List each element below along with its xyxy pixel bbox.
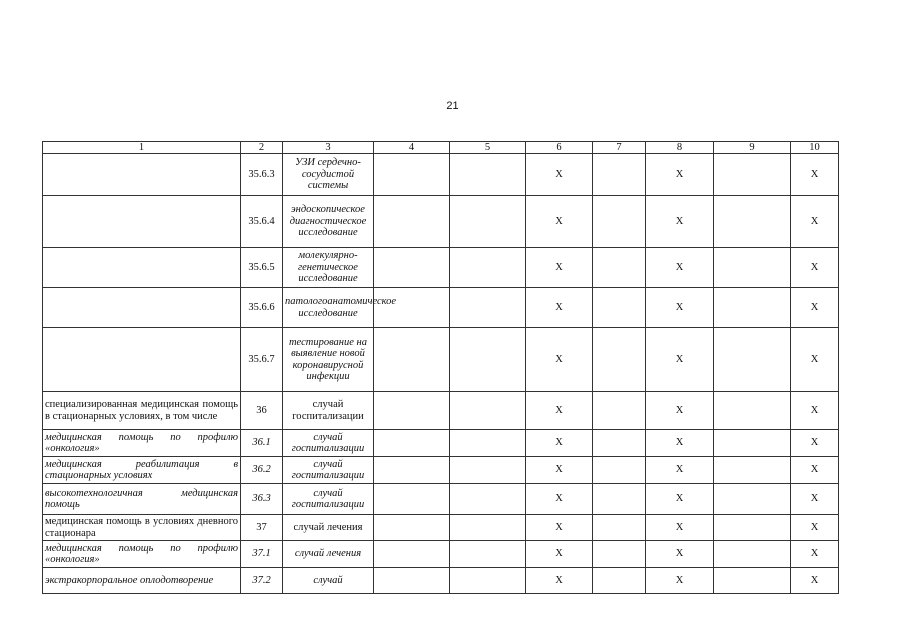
table-cell-col5 xyxy=(450,515,526,541)
header-cell: 2 xyxy=(241,142,283,154)
table-cell-col9 xyxy=(714,288,791,328)
table-row xyxy=(43,154,839,196)
page-number: 21 xyxy=(446,100,459,112)
table-cell-col7 xyxy=(593,196,646,248)
table-cell-col3: тестирование на выявление новой коронавирусной инфекции xyxy=(283,328,374,392)
table-cell-col8: X xyxy=(646,196,714,248)
table-cell-col5 xyxy=(450,248,526,288)
table-cell-col3: случай госпитализации xyxy=(283,484,374,515)
table-cell-col2: 37 xyxy=(241,515,283,541)
table-cell-col9 xyxy=(714,568,791,594)
table-cell-col3: патологоанатомическое исследование xyxy=(283,288,374,328)
table-cell-col1 xyxy=(43,154,241,196)
table-cell-col6: X xyxy=(526,392,593,430)
table-cell-col7 xyxy=(593,248,646,288)
table-cell-col6: X xyxy=(526,484,593,515)
table-cell-col7 xyxy=(593,568,646,594)
table-row xyxy=(43,568,839,594)
table-cell-col6: X xyxy=(526,457,593,484)
table-cell-col6: X xyxy=(526,430,593,457)
table-cell-col5 xyxy=(450,288,526,328)
table-cell-col8: X xyxy=(646,457,714,484)
table-cell-col8: X xyxy=(646,392,714,430)
table-row xyxy=(43,288,839,328)
table-cell-col8: X xyxy=(646,154,714,196)
table-cell-col1 xyxy=(43,248,241,288)
table-cell-col7 xyxy=(593,328,646,392)
table-cell-col3: молекулярно-генетическое исследование xyxy=(283,248,374,288)
table-cell-col1: медицинская реабилитация в стационарных условиях xyxy=(43,457,241,484)
table-cell-col2: 37.1 xyxy=(241,541,283,568)
table-cell-col2: 36 xyxy=(241,392,283,430)
table-cell-col10: X xyxy=(791,541,839,568)
table-row xyxy=(43,196,839,248)
data-table xyxy=(42,141,839,594)
table-cell-col5 xyxy=(450,430,526,457)
table-cell-col8: X xyxy=(646,484,714,515)
table-cell-col8: X xyxy=(646,515,714,541)
table-cell-col2: 36.2 xyxy=(241,457,283,484)
header-cell: 1 xyxy=(43,142,241,154)
table-cell-col2: 35.6.5 xyxy=(241,248,283,288)
table-cell-col3: случай xyxy=(283,568,374,594)
table-cell-col7 xyxy=(593,288,646,328)
table-cell-col4 xyxy=(374,484,450,515)
table-row xyxy=(43,328,839,392)
table-cell-col10: X xyxy=(791,328,839,392)
table-row xyxy=(43,541,839,568)
table-cell-col2: 36.3 xyxy=(241,484,283,515)
table-cell-col5 xyxy=(450,568,526,594)
table-row xyxy=(43,430,839,457)
table-cell-col5 xyxy=(450,484,526,515)
table-cell-col3: случай госпитализации xyxy=(283,392,374,430)
table-cell-col9 xyxy=(714,515,791,541)
table-cell-col8: X xyxy=(646,288,714,328)
table-cell-col7 xyxy=(593,154,646,196)
table-cell-col4 xyxy=(374,154,450,196)
table-cell-col6: X xyxy=(526,515,593,541)
table-row xyxy=(43,457,839,484)
table-cell-col2: 35.6.6 xyxy=(241,288,283,328)
table-cell-col6: X xyxy=(526,154,593,196)
table-cell-col4 xyxy=(374,541,450,568)
header-cell: 8 xyxy=(646,142,714,154)
header-cell: 6 xyxy=(526,142,593,154)
table-cell-col3: случай лечения xyxy=(283,515,374,541)
table-cell-col1: медицинская помощь по профилю «онкология» xyxy=(43,541,241,568)
table-cell-col10: X xyxy=(791,515,839,541)
table-row xyxy=(43,248,839,288)
table-cell-col1 xyxy=(43,328,241,392)
table-cell-col7 xyxy=(593,484,646,515)
table-cell-col6: X xyxy=(526,288,593,328)
table-cell-col2: 36.1 xyxy=(241,430,283,457)
table-cell-col5 xyxy=(450,541,526,568)
table-cell-col8: X xyxy=(646,541,714,568)
table-cell-col10: X xyxy=(791,288,839,328)
table-cell-col6: X xyxy=(526,196,593,248)
table-cell-col7 xyxy=(593,457,646,484)
table-cell-col6: X xyxy=(526,248,593,288)
table-cell-col3: случай госпитализации xyxy=(283,430,374,457)
table-cell-col1: медицинская помощь по профилю «онкология» xyxy=(43,430,241,457)
table-cell-col10: X xyxy=(791,430,839,457)
table-cell-col4 xyxy=(374,328,450,392)
table-cell-col9 xyxy=(714,328,791,392)
table-cell-col10: X xyxy=(791,196,839,248)
table-cell-col5 xyxy=(450,392,526,430)
table-cell-col4 xyxy=(374,196,450,248)
table-cell-col7 xyxy=(593,392,646,430)
table-cell-col5 xyxy=(450,457,526,484)
table-cell-col7 xyxy=(593,515,646,541)
table-cell-col8: X xyxy=(646,430,714,457)
table-cell-col9 xyxy=(714,430,791,457)
header-cell: 10 xyxy=(791,142,839,154)
table-cell-col10: X xyxy=(791,154,839,196)
table-row xyxy=(43,515,839,541)
table-cell-col4 xyxy=(374,288,450,328)
table-cell-col5 xyxy=(450,196,526,248)
table-cell-col4 xyxy=(374,430,450,457)
table-cell-col3: случай госпитализации xyxy=(283,457,374,484)
header-cell: 4 xyxy=(374,142,450,154)
table-cell-col9 xyxy=(714,154,791,196)
table-cell-col7 xyxy=(593,541,646,568)
header-cell: 7 xyxy=(593,142,646,154)
table-cell-col9 xyxy=(714,484,791,515)
table-cell-col2: 35.6.4 xyxy=(241,196,283,248)
table-cell-col6: X xyxy=(526,328,593,392)
table-cell-col1: высокотехнологичная медицинская помощь xyxy=(43,484,241,515)
table-cell-col7 xyxy=(593,430,646,457)
table-cell-col9 xyxy=(714,196,791,248)
table-cell-col3: УЗИ сердечно-сосудистой системы xyxy=(283,154,374,196)
table-cell-col5 xyxy=(450,154,526,196)
table-cell-col10: X xyxy=(791,484,839,515)
table-cell-col6: X xyxy=(526,568,593,594)
header-cell: 5 xyxy=(450,142,526,154)
table-cell-col2: 35.6.3 xyxy=(241,154,283,196)
table-cell-col9 xyxy=(714,392,791,430)
header-cell: 3 xyxy=(283,142,374,154)
table-cell-col1: медицинская помощь в условиях дневного стационара xyxy=(43,515,241,541)
table-cell-col2: 35.6.7 xyxy=(241,328,283,392)
table-cell-col4 xyxy=(374,457,450,484)
table-cell-col10: X xyxy=(791,392,839,430)
table-cell-col10: X xyxy=(791,248,839,288)
table-cell-col4 xyxy=(374,392,450,430)
table-cell-col5 xyxy=(450,328,526,392)
table-cell-col4 xyxy=(374,568,450,594)
header-row xyxy=(43,142,839,154)
table-row xyxy=(43,392,839,430)
table-cell-col10: X xyxy=(791,457,839,484)
table-row xyxy=(43,484,839,515)
table-cell-col9 xyxy=(714,541,791,568)
table-cell-col3: эндоскопическое диагностическое исследование xyxy=(283,196,374,248)
table-cell-col8: X xyxy=(646,328,714,392)
table-cell-col4 xyxy=(374,248,450,288)
table-cell-col4 xyxy=(374,515,450,541)
table-cell-col1: специализированная медицинская помощь в стационарных условиях, в том числе xyxy=(43,392,241,430)
header-cell: 9 xyxy=(714,142,791,154)
table-cell-col9 xyxy=(714,457,791,484)
table-cell-col1 xyxy=(43,196,241,248)
table-cell-col6: X xyxy=(526,541,593,568)
table-cell-col8: X xyxy=(646,568,714,594)
table-cell-col1 xyxy=(43,288,241,328)
table-cell-col9 xyxy=(714,248,791,288)
table-cell-col1: экстракорпоральное оплодотворение xyxy=(43,568,241,594)
table-cell-col8: X xyxy=(646,248,714,288)
table-cell-col10: X xyxy=(791,568,839,594)
table-cell-col3: случай лечения xyxy=(283,541,374,568)
table-cell-col2: 37.2 xyxy=(241,568,283,594)
